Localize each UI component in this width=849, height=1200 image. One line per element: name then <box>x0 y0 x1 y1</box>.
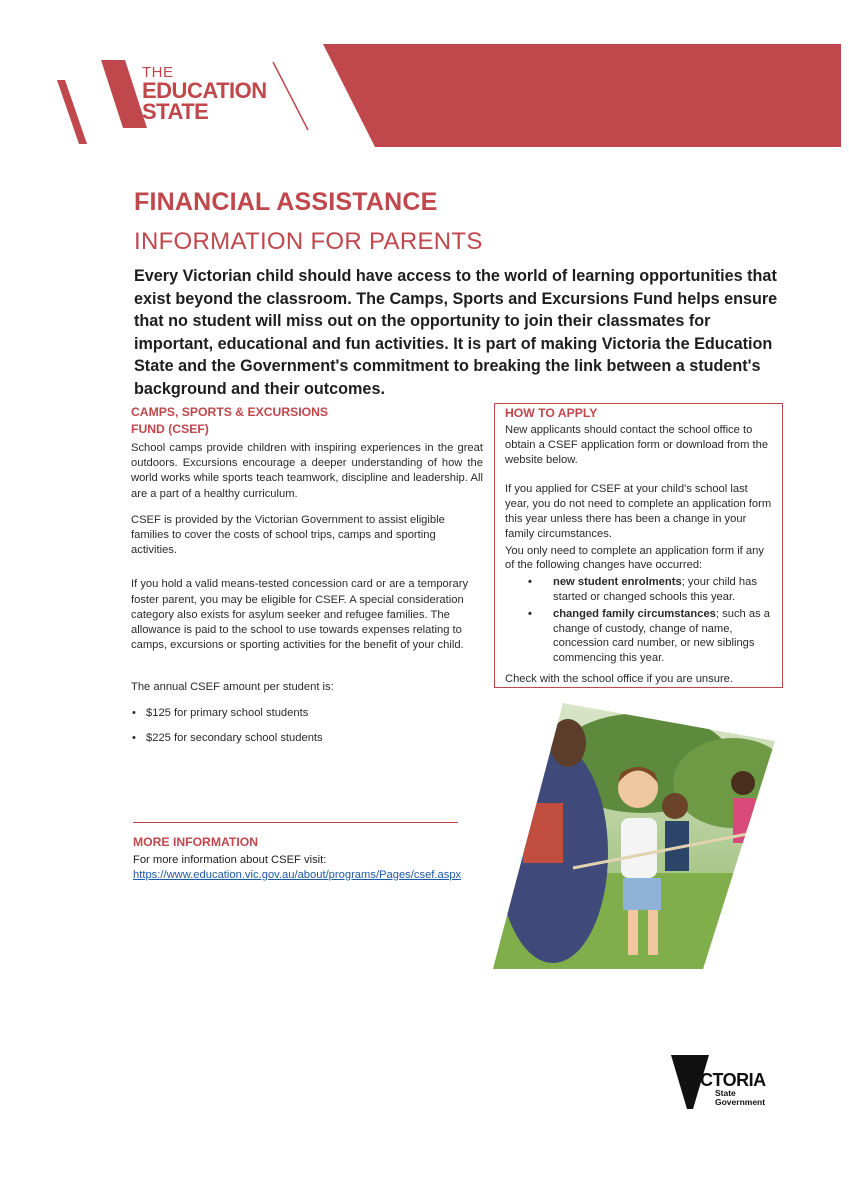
logo-text-education: EDUCATION <box>142 78 267 103</box>
list-item-text: ; such as a change of custody, change of name, concession card number, or new siblings commencing this year. <box>553 607 771 665</box>
how-to-apply-box <box>494 403 783 688</box>
logo-text-state: STATE <box>142 99 209 124</box>
list-item <box>553 575 772 605</box>
csef-heading-line1: CAMPS, SPORTS & EXCURSIONS <box>131 405 329 419</box>
state-text: State <box>715 1088 736 1098</box>
header-banner <box>323 44 841 147</box>
csef-paragraph-1: School camps provide children with inspiring experiences in the great outdoors. Excursions encourage a deeper understanding of how the world works while sports teach teamwork, discipline and leadership. All are a part of a healthy curriculum. <box>131 442 483 500</box>
education-state-logo <box>55 58 325 150</box>
list-item: • $125 for primary school students <box>131 706 483 721</box>
how-to-apply-heading: HOW TO APPLY <box>505 406 598 420</box>
how-to-apply-check: Check with the school office if you are unsure. <box>505 672 734 685</box>
csef-paragraph-2: CSEF is provided by the Victorian Government to assist eligible families to cover the costs of school trips, camps and sporting activities. <box>131 513 445 557</box>
victoria-government-logo <box>671 1055 781 1115</box>
how-to-apply-paragraph-3: You only need to complete an application form if any of the following changes have occurred: <box>505 544 764 572</box>
intro-paragraph: Every Victorian child should have access to the world of learning opportunities that exist beyond the classroom. The Camps, Sports and Excursions Fund helps ensure that no student will miss out on the opportunity to join their classmates for important, educational and fun activities. It is part of making Victoria the Education State and the Government's commitment to breaking the link between a student's background and their outcomes. <box>134 267 778 398</box>
csef-amount-list <box>131 706 483 746</box>
children-tug-of-war-photo <box>493 703 775 969</box>
logo-text-the: THE <box>142 64 174 81</box>
csef-section <box>131 404 483 756</box>
list-item-bold: new student enrolments <box>553 576 682 589</box>
state-government-text <box>715 1089 765 1107</box>
changes-list <box>505 575 772 666</box>
list-item-text: ; your child has started or changed schools this year. <box>553 576 757 603</box>
more-info-heading: MORE INFORMATION <box>133 835 259 849</box>
list-item-bold: changed family circumstances <box>553 607 716 620</box>
victoria-wordmark: VICTORIA <box>684 1070 766 1090</box>
more-info-section <box>133 834 478 883</box>
divider <box>133 822 458 823</box>
how-to-apply-paragraph-2: If you applied for CSEF at your child's school last year, you do not need to complete an application form this year unless there has been a change in your family circumstances. <box>505 483 772 540</box>
csef-heading <box>131 404 483 437</box>
more-info-text: For more information about CSEF visit: <box>133 853 327 866</box>
government-text: Government <box>715 1097 766 1107</box>
page-subtitle: INFORMATION FOR PARENTS <box>134 228 483 255</box>
page-title: FINANCIAL ASSISTANCE <box>134 188 438 216</box>
list-item: • $225 for secondary school students <box>131 731 483 746</box>
csef-heading-line2: FUND (CSEF) <box>131 421 209 436</box>
csef-amount-lead: The annual CSEF amount per student is: <box>131 681 334 694</box>
how-to-apply-paragraph-1: New applicants should contact the school office to obtain a CSEF application form or download from the website below. <box>505 424 769 466</box>
csef-paragraph-3: If you hold a valid means-tested concession card or are a temporary foster parent, you may be eligible for CSEF. A special consideration category also exists for asylum seeker and refugee families. The allowance is paid to the school to use towards expenses relating to camps, excursions or sporting activities for the benefit of your child. <box>131 578 469 652</box>
list-item <box>553 607 772 666</box>
csef-website-link[interactable]: https://www.education.vic.gov.au/about/programs/Pages/csef.aspx <box>133 868 462 881</box>
